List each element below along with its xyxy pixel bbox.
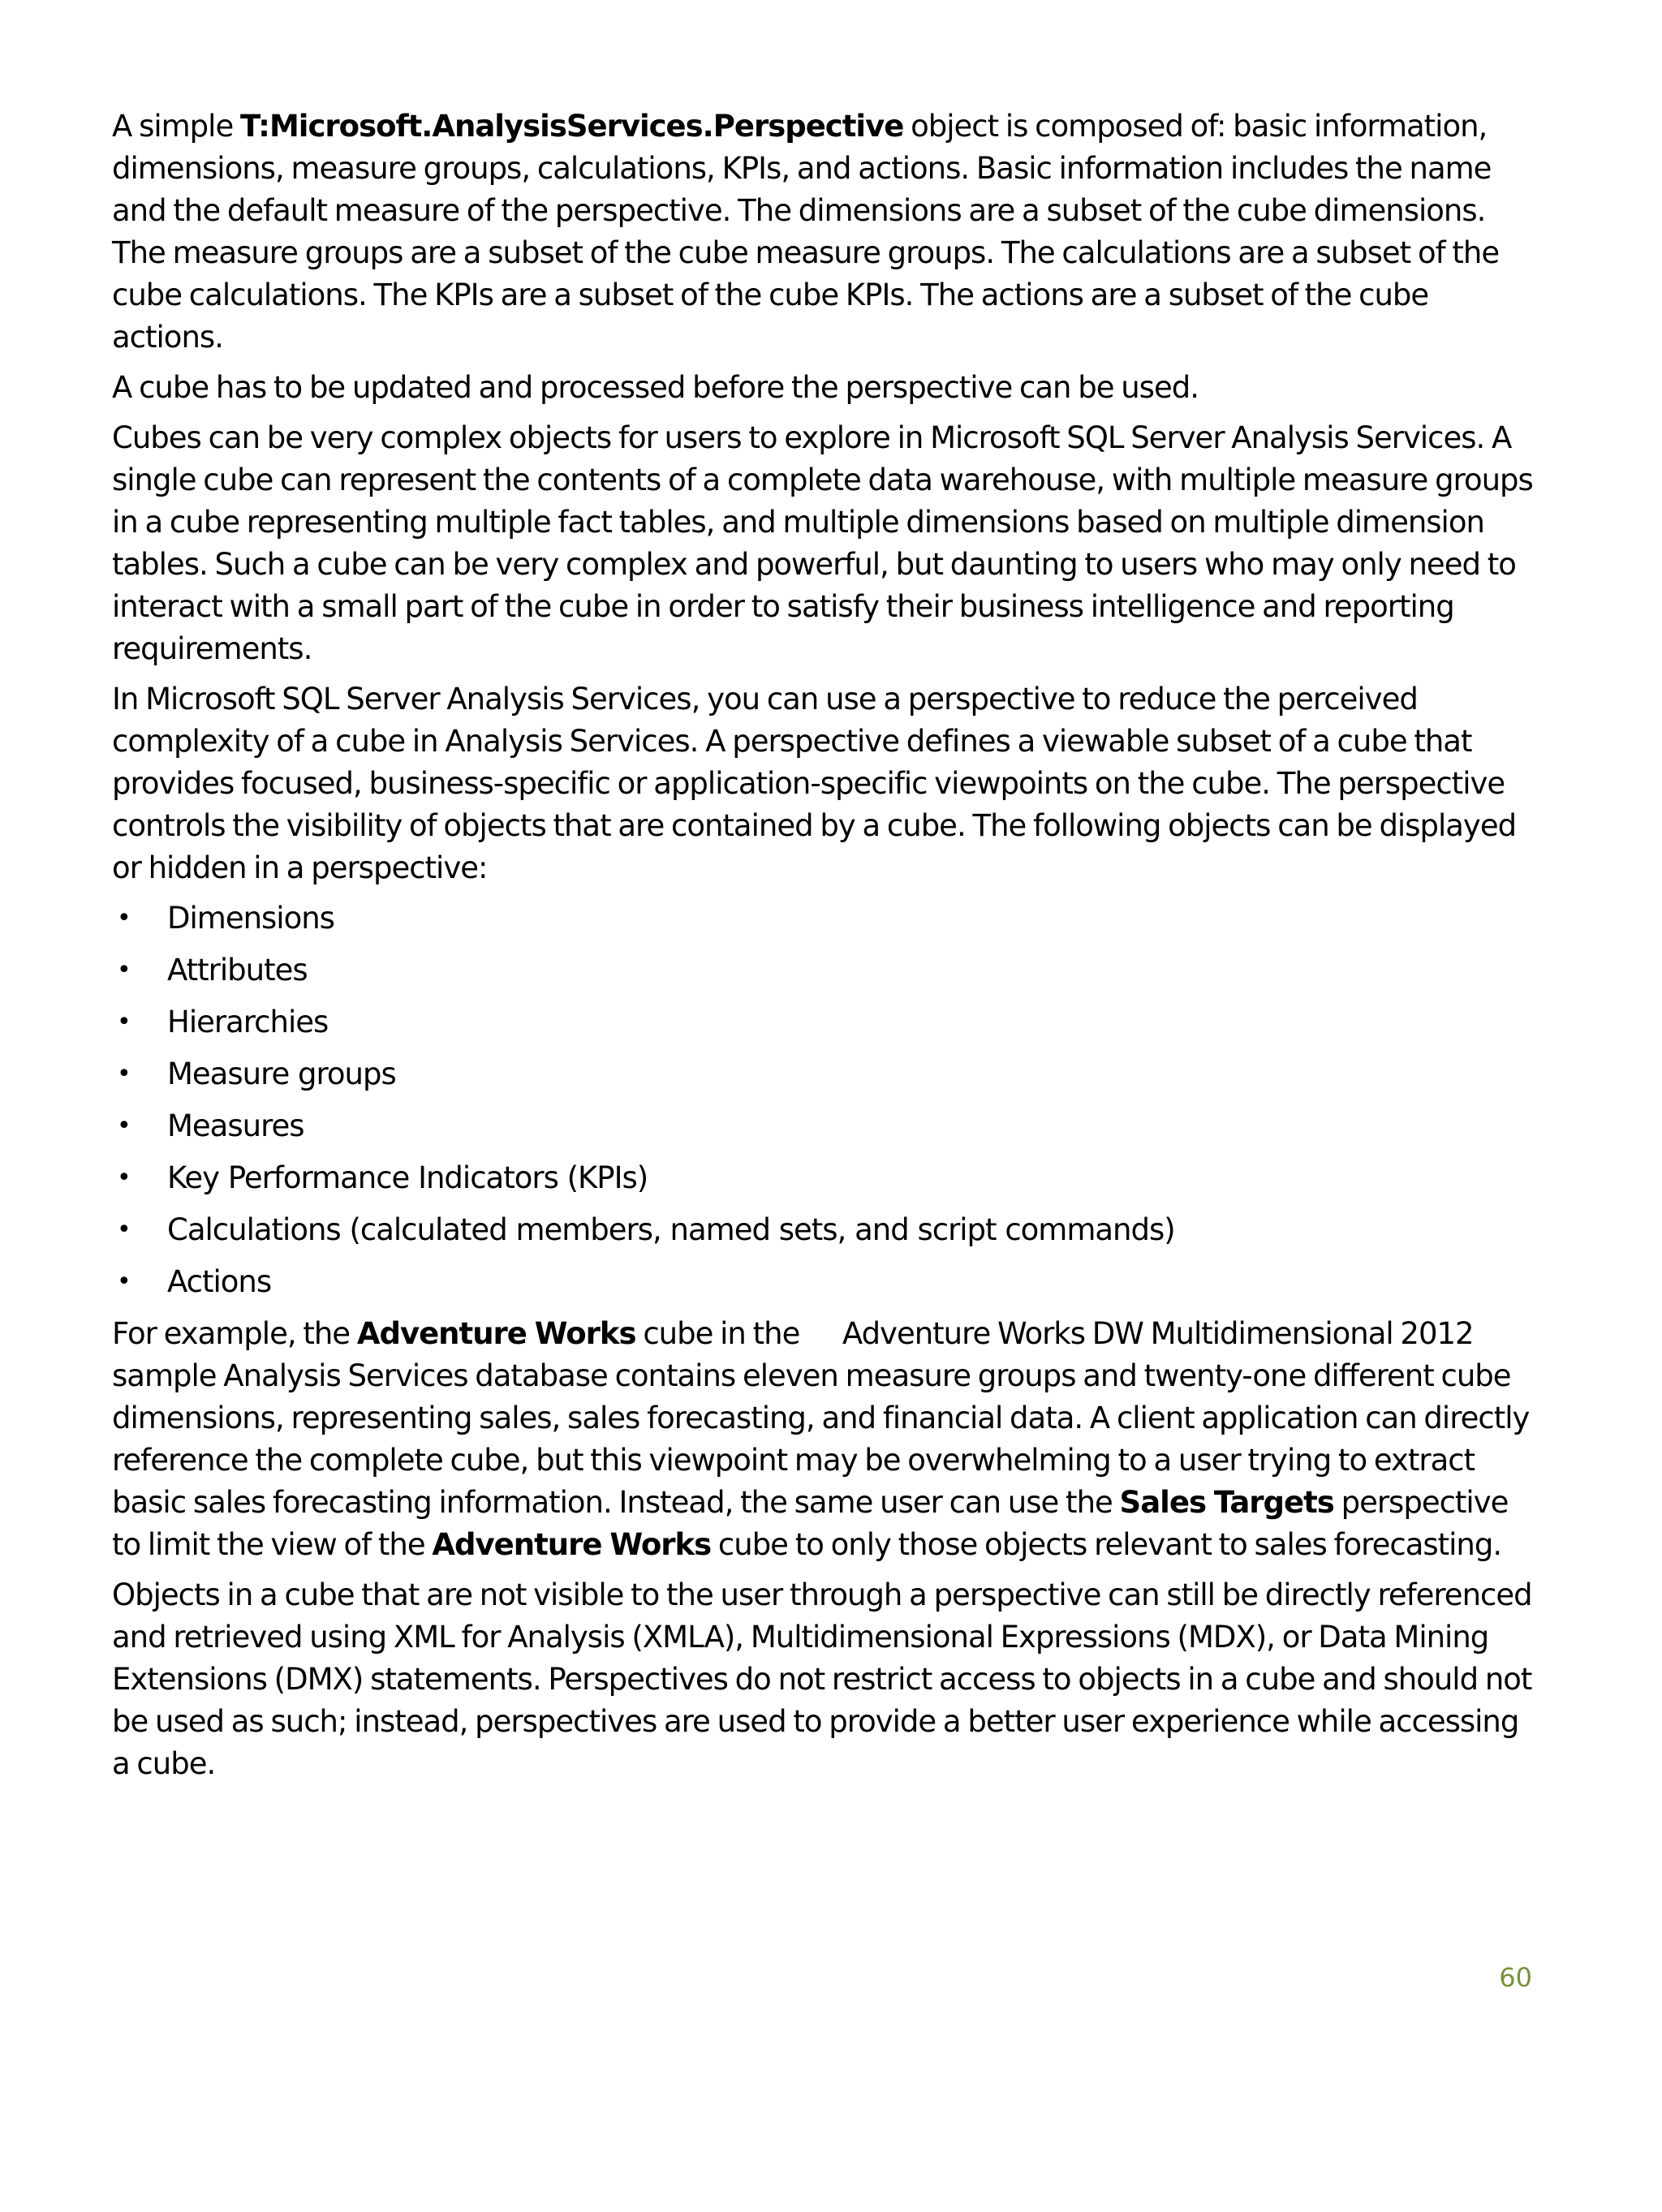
- list-item: [112, 897, 1540, 940]
- paragraph-visibility-note: Objects in a cube that are not visible to the user through a perspective can still be directly referenced and retrieved using XML for Analysis (XMLA), Multidimensional Expressions (MDX), or Data Mining Extensions (DMX) statements. Perspectives do not restrict access to objects in a cube and should not be used as such; instead, perspectives are used to provide a better user experience while accessing a cube.: [112, 1577, 1532, 1781]
- list-item: [112, 949, 1540, 992]
- text-run: perspective to limit the view of the: [112, 1485, 1516, 1562]
- paragraph-update-cube: A cube has to be updated and processed before the perspective can be used.: [112, 370, 1199, 405]
- class-name: T:Microsoft.AnalysisServices.Perspective: [239, 109, 904, 144]
- list-item-label: Key Performance Indicators (KPIs): [167, 1160, 648, 1195]
- list-item-label: Dimensions: [167, 901, 334, 936]
- list-item-label: Hierarchies: [167, 1005, 329, 1039]
- paragraph-perspective-definition: In Microsoft SQL Server Analysis Services, you can use a perspective to reduce the perceived complexity of a cube in Analysis Services. A perspective defines a viewable subset of a cube that provides focused, business-specific or application-specific viewpoints on the cube. The perspective controls the visibility of objects that are contained by a cube. The following objects can be displayed or hidden in a perspective:: [112, 682, 1517, 885]
- bullet-list-perspective-objects: [112, 897, 1540, 1303]
- list-item-label: Actions: [167, 1264, 272, 1299]
- list-item: [112, 1261, 1540, 1303]
- page-number: 60: [1499, 1962, 1532, 1993]
- list-item: [112, 1157, 1540, 1199]
- bullet-icon: •: [117, 1112, 131, 1140]
- text-run: A simple: [112, 109, 240, 144]
- paragraph-perspective-object: [112, 105, 1540, 359]
- text-run: cube to only those objects relevant to sales forecasting.: [711, 1527, 1502, 1562]
- list-item-label: Measure groups: [167, 1057, 396, 1091]
- bullet-icon: •: [117, 904, 131, 932]
- text-run: object is composed of: basic information, dimensions, measure groups, calculations, KPIs, and actions. Basic information includes the name and the default measure of the perspective. The dimensions are a subset of the cube dimensions. The measure groups are a subset of the cube measure groups. The calculations are a subset of the cube calculations. The KPIs are a subset of the cube KPIs. The actions are a subset of the cube actions.: [112, 109, 1500, 355]
- bullet-icon: •: [117, 1216, 131, 1244]
- cube-name: Adventure Works: [432, 1527, 712, 1562]
- document-page: [112, 105, 1540, 1793]
- cube-name: Adventure Works: [356, 1316, 636, 1351]
- bullet-icon: •: [117, 1267, 131, 1296]
- paragraph-adventure-works-example: [112, 1313, 1540, 1566]
- text-run: cube in the Adventure Works DW Multidimensional 2012 sample Analysis Services database contains eleven measure groups and twenty-one different cube dimensions, representing sales, sales forecasting, and financial data. A client application can directly reference the complete cube, but this viewpoint may be overwhelming to a user trying to extract basic sales forecasting information. Instead, the same user can use the: [112, 1316, 1537, 1520]
- bullet-icon: •: [117, 1008, 131, 1036]
- list-item: [112, 1105, 1540, 1147]
- bullet-icon: •: [117, 956, 131, 984]
- paragraph-complex-cubes: Cubes can be very complex objects for users to explore in Microsoft SQL Server Analysis Services. A single cube can represent the contents of a complete data warehouse, with multiple measure groups in a cube representing multiple fact tables, and multiple dimensions based on multiple dimension tables. Such a cube can be very complex and powerful, but daunting to users who may only need to interact with a small part of the cube in order to satisfy their business intelligence and reporting requirements.: [112, 420, 1533, 666]
- list-item: [112, 1209, 1540, 1251]
- list-item-label: Measures: [167, 1108, 304, 1143]
- bullet-icon: •: [117, 1060, 131, 1088]
- perspective-name: Sales Targets: [1119, 1485, 1334, 1520]
- list-item: [112, 1053, 1540, 1095]
- text-run: For example, the: [112, 1316, 357, 1351]
- bullet-icon: •: [117, 1164, 131, 1192]
- list-item: [112, 1001, 1540, 1044]
- list-item-label: Attributes: [167, 953, 308, 988]
- list-item-label: Calculations (calculated members, named sets, and script commands): [167, 1212, 1175, 1247]
